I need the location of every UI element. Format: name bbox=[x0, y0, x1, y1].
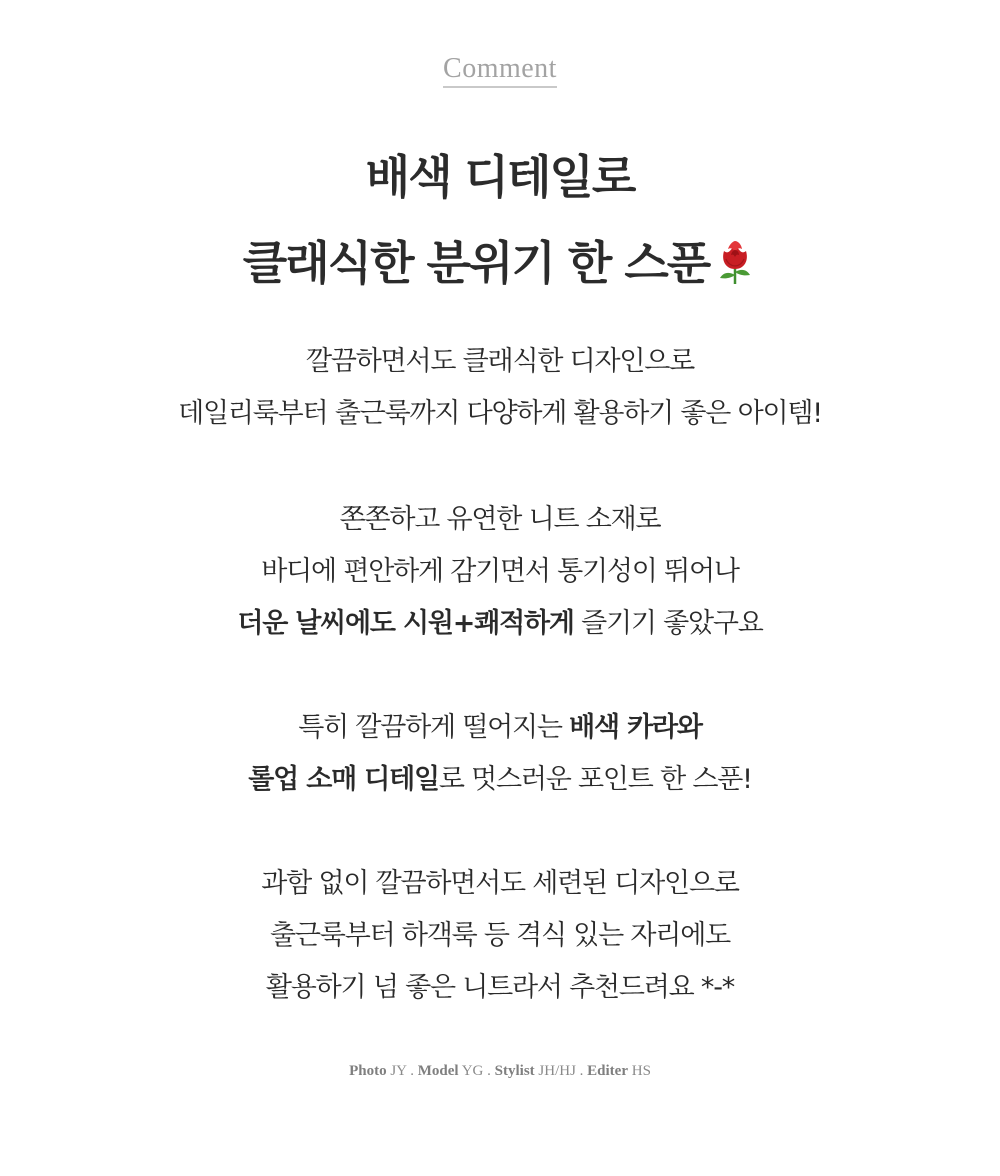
credit-photo-label: Photo bbox=[349, 1063, 387, 1079]
paragraph-2-line-3 bbox=[0, 598, 1000, 650]
credit-separator: . bbox=[487, 1063, 491, 1079]
paragraph-3-line-1-bold: 배색 카라와 bbox=[569, 712, 702, 743]
paragraph-4-line-2: 출근룩부터 하객룩 등 격식 있는 자리에도 bbox=[270, 920, 730, 951]
headline-line-1: 배색 디테일로 bbox=[365, 150, 635, 204]
credit-separator: . bbox=[579, 1063, 584, 1079]
paragraph-2-line-3-bold: 더운 날씨에도 시원+쾌적하게 bbox=[237, 608, 574, 639]
credits bbox=[0, 1060, 1000, 1082]
comment-label: Comment bbox=[443, 52, 557, 88]
credit-stylist-value: JH/HJ bbox=[538, 1063, 576, 1079]
comment-header bbox=[0, 52, 1000, 88]
credit-editor-value: HS bbox=[631, 1063, 651, 1079]
credit-model-label: Model bbox=[417, 1063, 459, 1079]
headline-line-2 bbox=[0, 220, 1000, 306]
paragraph-1-line-1: 깔끔하면서도 클래식한 디자인으로 bbox=[306, 346, 694, 377]
paragraph-1 bbox=[0, 336, 1000, 440]
credit-photo-value: JY bbox=[390, 1063, 407, 1079]
paragraph-2-line-3-rest: 즐기기 좋았구요 bbox=[573, 608, 763, 639]
paragraph-3-line-2-bold: 롤업 소매 디테일 bbox=[248, 764, 439, 795]
paragraph-4 bbox=[0, 858, 1000, 1014]
paragraph-4-line-1: 과함 없이 깔끔하면서도 세련된 디자인으로 bbox=[261, 868, 739, 899]
paragraph-3 bbox=[0, 702, 1000, 806]
credit-model-value: YG bbox=[461, 1063, 484, 1079]
paragraph-3-line-1-plain: 특히 깔끔하게 떨어지는 bbox=[298, 712, 570, 743]
credit-stylist-label: Stylist bbox=[494, 1063, 535, 1079]
headline bbox=[0, 134, 1000, 306]
paragraph-2-line-2: 바디에 편안하게 감기면서 통기성이 뛰어나 bbox=[261, 556, 739, 587]
paragraph-2 bbox=[0, 494, 1000, 650]
rose-icon bbox=[713, 237, 757, 285]
paragraph-2-line-1: 쫀쫀하고 유연한 니트 소재로 bbox=[339, 504, 661, 535]
credit-separator: . bbox=[410, 1063, 414, 1079]
paragraph-3-line-1 bbox=[0, 702, 1000, 754]
headline-line-2-text: 클래식한 분위기 한 스푼 bbox=[242, 236, 710, 290]
paragraph-4-line-3: 활용하기 넘 좋은 니트라서 추천드려요 *-* bbox=[265, 972, 735, 1003]
paragraph-1-line-2: 데일리룩부터 출근룩까지 다양하게 활용하기 좋은 아이템! bbox=[178, 398, 822, 429]
paragraph-3-line-2 bbox=[0, 754, 1000, 806]
paragraph-3-line-2-rest: 로 멋스러운 포인트 한 스푼! bbox=[438, 764, 752, 795]
credit-editor-label: Editer bbox=[587, 1063, 628, 1079]
